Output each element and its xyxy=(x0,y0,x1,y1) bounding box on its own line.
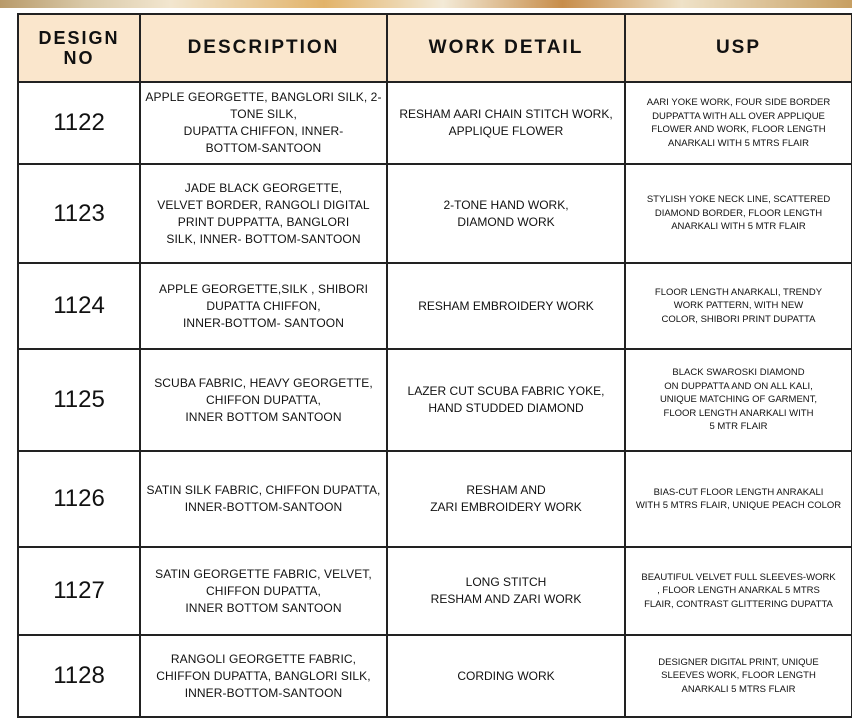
work-detail-cell: LONG STITCH RESHAM AND ZARI WORK xyxy=(387,547,625,635)
description-cell: RANGOLI GEORGETTE FABRIC, CHIFFON DUPATTA, BANGLORI SILK, INNER-BOTTOM-SANTOON xyxy=(140,635,387,717)
work-detail-cell: RESHAM AND ZARI EMBROIDERY WORK xyxy=(387,451,625,547)
table-row xyxy=(18,451,852,547)
usp-cell: AARI YOKE WORK, FOUR SIDE BORDER DUPPATTA WITH ALL OVER APPLIQUE FLOWER AND WORK, FLOOR LENGTH ANARKALI WITH 5 MTRS FLAIR xyxy=(625,82,852,164)
design-no-cell: 1127 xyxy=(18,547,140,635)
usp-cell: BIAS-CUT FLOOR LENGTH ANRAKALI WITH 5 MTRS FLAIR, UNIQUE PEACH COLOR xyxy=(625,451,852,547)
work-detail-cell: 2-TONE HAND WORK, DIAMOND WORK xyxy=(387,164,625,263)
work-detail-cell: RESHAM AARI CHAIN STITCH WORK, APPLIQUE FLOWER xyxy=(387,82,625,164)
usp-cell: BEAUTIFUL VELVET FULL SLEEVES-WORK , FLOOR LENGTH ANARKAL 5 MTRS FLAIR, CONTRAST GLITTERING DUPATTA xyxy=(625,547,852,635)
design-no-cell: 1125 xyxy=(18,349,140,451)
table-row xyxy=(18,82,852,164)
table-row xyxy=(18,263,852,349)
description-cell: APPLE GEORGETTE, BANGLORI SILK, 2- TONE SILK, DUPATTA CHIFFON, INNER- BOTTOM-SANTOON xyxy=(140,82,387,164)
design-no-cell: 1123 xyxy=(18,164,140,263)
header-row xyxy=(18,14,852,82)
work-detail-cell: RESHAM EMBROIDERY WORK xyxy=(387,263,625,349)
description-cell: SATIN GEORGETTE FABRIC, VELVET, CHIFFON DUPATTA, INNER BOTTOM SANTOON xyxy=(140,547,387,635)
work-detail-cell: CORDING WORK xyxy=(387,635,625,717)
usp-cell: DESIGNER DIGITAL PRINT, UNIQUE SLEEVES WORK, FLOOR LENGTH ANARKALI 5 MTRS FLAIR xyxy=(625,635,852,717)
header-description: DESCRIPTION xyxy=(140,14,387,82)
header-work-detail: WORK DETAIL xyxy=(387,14,625,82)
work-detail-cell: LAZER CUT SCUBA FABRIC YOKE, HAND STUDDED DIAMOND xyxy=(387,349,625,451)
table-row xyxy=(18,349,852,451)
table-row xyxy=(18,164,852,263)
header-usp: USP xyxy=(625,14,852,82)
usp-cell: FLOOR LENGTH ANARKALI, TRENDY WORK PATTERN, WITH NEW COLOR, SHIBORI PRINT DUPATTA xyxy=(625,263,852,349)
design-no-cell: 1124 xyxy=(18,263,140,349)
design-table xyxy=(17,13,852,718)
design-no-cell: 1128 xyxy=(18,635,140,717)
design-no-cell: 1126 xyxy=(18,451,140,547)
description-cell: JADE BLACK GEORGETTE, VELVET BORDER, RANGOLI DIGITAL PRINT DUPPATTA, BANGLORI SILK, INNER- BOTTOM-SANTOON xyxy=(140,164,387,263)
top-banner-strip xyxy=(0,0,852,8)
usp-cell: STYLISH YOKE NECK LINE, SCATTERED DIAMOND BORDER, FLOOR LENGTH ANARKALI WITH 5 MTR FLAIR xyxy=(625,164,852,263)
table-row xyxy=(18,635,852,717)
description-cell: SATIN SILK FABRIC, CHIFFON DUPATTA, INNER-BOTTOM-SANTOON xyxy=(140,451,387,547)
design-no-cell: 1122 xyxy=(18,82,140,164)
table-row xyxy=(18,547,852,635)
description-cell: SCUBA FABRIC, HEAVY GEORGETTE, CHIFFON DUPATTA, INNER BOTTOM SANTOON xyxy=(140,349,387,451)
description-cell: APPLE GEORGETTE,SILK , SHIBORI DUPATTA CHIFFON, INNER-BOTTOM- SANTOON xyxy=(140,263,387,349)
header-design-no: DESIGN NO xyxy=(18,14,140,82)
usp-cell: BLACK SWAROSKI DIAMOND ON DUPPATTA AND ON ALL KALI, UNIQUE MATCHING OF GARMENT, FLOOR LENGTH ANARKALI WITH 5 MTR FLAIR xyxy=(625,349,852,451)
